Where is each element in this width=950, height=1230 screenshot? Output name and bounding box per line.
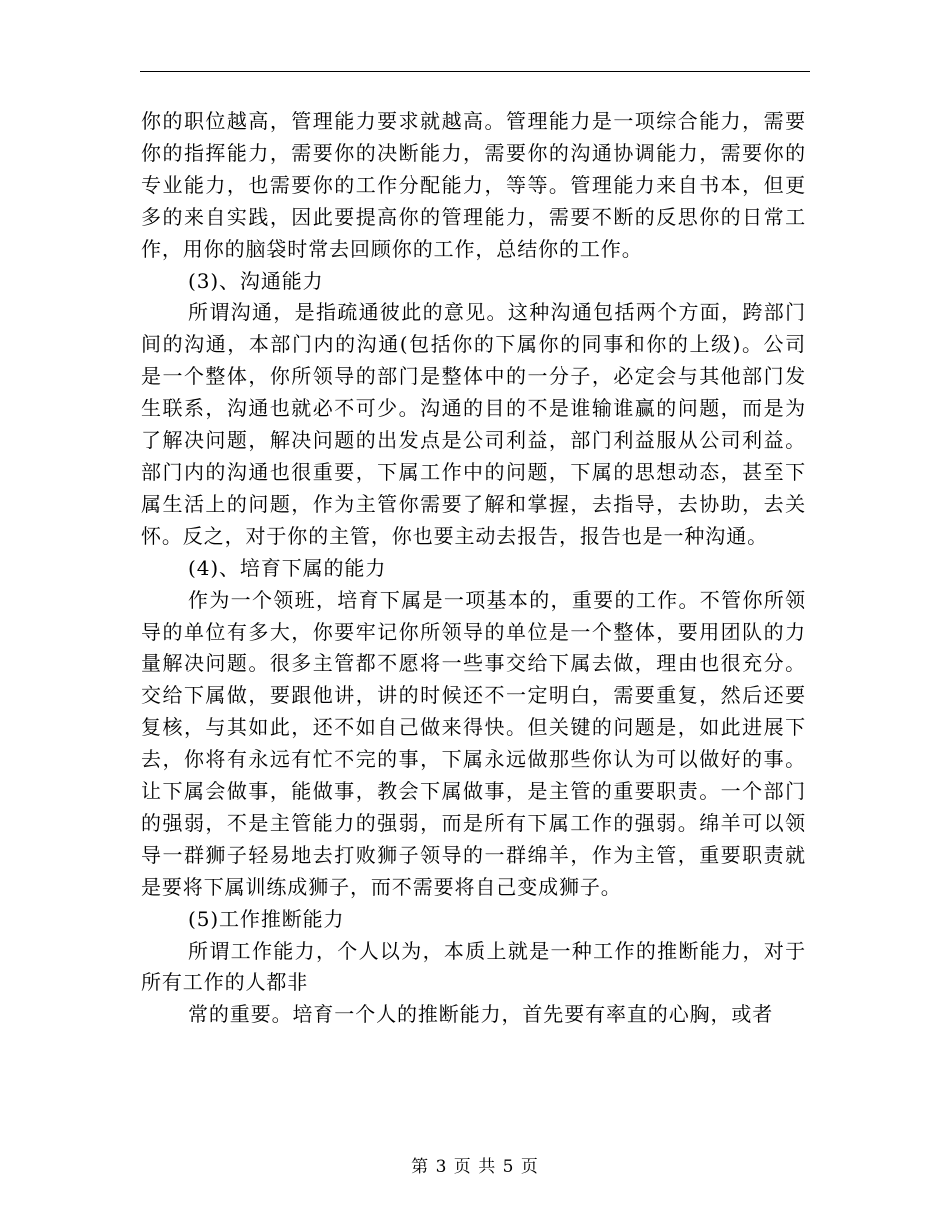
paragraph-judgment-start: 所谓工作能力，个人以为，本质上就是一种工作的推断能力，对于所有工作的人都非 bbox=[141, 938, 806, 995]
page-footer bbox=[0, 1152, 950, 1177]
header-rule bbox=[140, 71, 810, 72]
paragraph-communication: 所谓沟通，是指疏通彼此的意见。这种沟通包括两个方面，跨部门间的沟通，本部门内的沟通(包括你的下属你的同事和你的上级)。公司是一个整体，你所领导的部门是整体中的一分子，必定会与其他部门发生联系，沟通也就必不可少。沟通的目的不是谁输谁赢的问题，而是为了解决问题，解决问题的出发点是公司利益，部门利益服从公司利益。部门内的沟通也很重要，下属工作中的问题，下属的思想动态，甚至下属生活上的问题，作为主管你需要了解和掌握，去指导，去协助，去关怀。反之，对于你的主管，你也要主动去报告，报告也是一种沟通。 bbox=[141, 300, 806, 548]
page-number-label: 第 3 页 共 5 页 bbox=[411, 1157, 539, 1177]
paragraph-intro: 你的职位越高，管理能力要求就越高。管理能力是一项综合能力，需要你的指挥能力，需要你的决断能力，需要你的沟通协调能力，需要你的专业能力，也需要你的工作分配能力，等等。管理能力来自书本，但更多的来自实践，因此要提高你的管理能力，需要不断的反思你的日常工作，用你的脑袋时常去回顾你的工作，总结你的工作。 bbox=[141, 109, 806, 261]
paragraph-judgment-continued: 常的重要。培育一个人的推断能力，首先要有率直的心胸，或者 bbox=[188, 1002, 774, 1027]
paragraph-training: 作为一个领班，培育下属是一项基本的，重要的工作。不管你所领导的单位有多大，你要牢记你所领导的单位是一个整体，要用团队的力量解决问题。很多主管都不愿将一些事交给下属去做，理由也很充分。交给下属做，要跟他讲，讲的时候还不一定明白，需要重复，然后还要复核，与其如此，还不如自己做来得快。但关键的问题是，如此进展下去，你将有永远有忙不完的事，下属永远做那些你认为可以做好的事。让下属会做事，能做事，教会下属做事，是主管的重要职责。一个部门的强弱，不是主管能力的强弱，而是所有下属工作的强弱。绵羊可以领导一群狮子轻易地去打败狮子领导的一群绵羊，作为主管，重要职责就是要将下属训练成狮子，而不需要将自己变成狮子。 bbox=[141, 587, 806, 899]
section-heading-training: (4)、培育下属的能力 bbox=[188, 555, 387, 580]
document-body bbox=[141, 106, 806, 1031]
section-heading-judgment: (5)工作推断能力 bbox=[188, 906, 345, 931]
section-heading-communication: (3)、沟通能力 bbox=[188, 268, 324, 293]
